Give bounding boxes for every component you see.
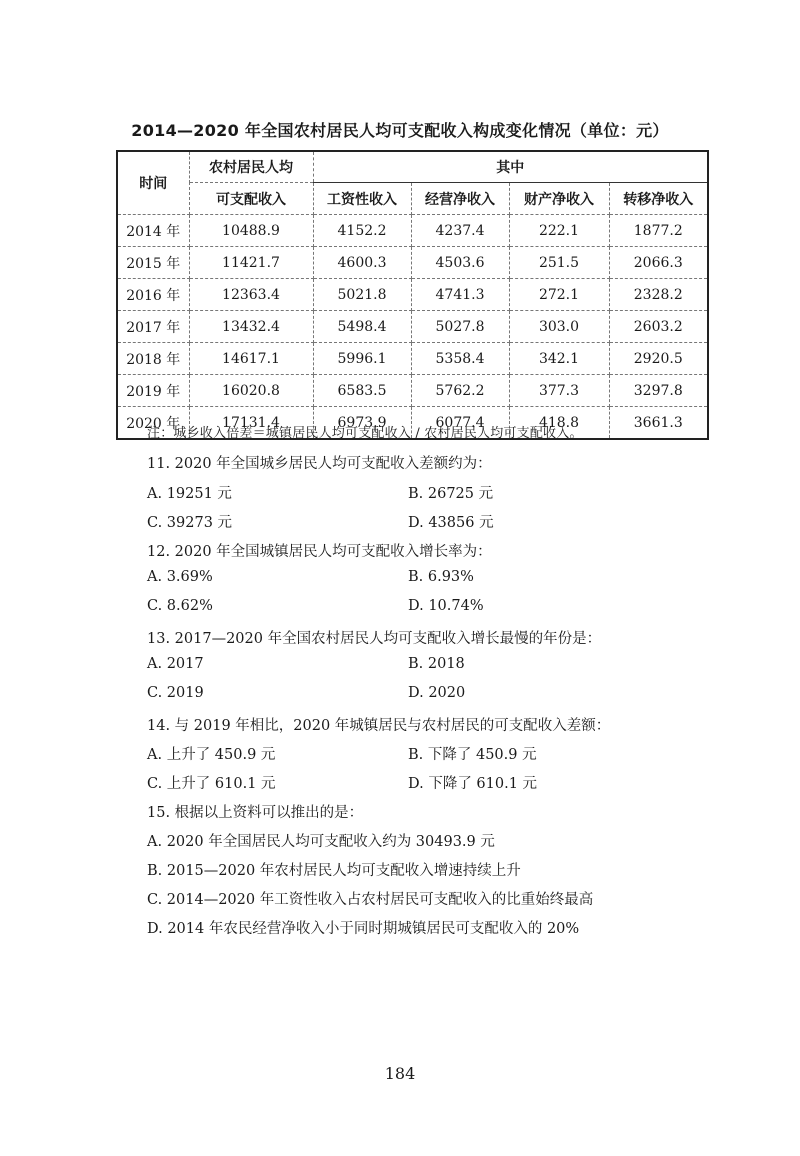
- cell-transfer: 2920.5: [609, 343, 708, 375]
- header-group: 其中: [313, 151, 708, 183]
- cell-year: 2016 年: [117, 279, 189, 311]
- cell-wage: 4600.3: [313, 247, 411, 279]
- cell-property: 303.0: [509, 311, 609, 343]
- cell-business: 4237.4: [411, 215, 509, 247]
- table-row: [117, 343, 708, 375]
- cell-wage: 5021.8: [313, 279, 411, 311]
- question-11-option-a: A. 19251 元: [147, 486, 232, 502]
- cell-business: 5358.4: [411, 343, 509, 375]
- question-14-option-d: D. 下降了 610.1 元: [408, 776, 538, 792]
- cell-year: 2015 年: [117, 247, 189, 279]
- cell-transfer: 2603.2: [609, 311, 708, 343]
- cell-transfer: 2066.3: [609, 247, 708, 279]
- cell-total: 12363.4: [189, 279, 313, 311]
- question-13-option-c: C. 2019: [147, 685, 204, 701]
- header-time: 时间: [117, 151, 189, 215]
- cell-property: 222.1: [509, 215, 609, 247]
- question-15-option-c: C. 2014—2020 年工资性收入占农村居民可支配收入的比重始终最高: [147, 892, 594, 908]
- cell-transfer: 2328.2: [609, 279, 708, 311]
- cell-year: 2019 年: [117, 375, 189, 407]
- cell-total: 11421.7: [189, 247, 313, 279]
- question-13-stem: 13. 2017—2020 年全国农村居民人均可支配收入增长最慢的年份是：: [147, 631, 602, 647]
- income-table: [116, 150, 709, 440]
- table-note: 注：城乡收入倍差＝城镇居民人均可支配收入 / 农村居民人均可支配收入。: [147, 426, 583, 441]
- question-11-option-d: D. 43856 元: [408, 515, 494, 531]
- cell-business: 5027.8: [411, 311, 509, 343]
- question-15-stem: 15. 根据以上资料可以推出的是：: [147, 805, 364, 821]
- table-row: [117, 247, 708, 279]
- cell-business: 5762.2: [411, 375, 509, 407]
- header-wage: 工资性收入: [313, 183, 411, 215]
- question-12-stem: 12. 2020 年全国城镇居民人均可支配收入增长率为：: [147, 544, 492, 560]
- header-total-line2: 可支配收入: [189, 183, 313, 215]
- question-15-option-d: D. 2014 年农民经营净收入小于同时期城镇居民可支配收入的 20%: [147, 921, 580, 937]
- header-property: 财产净收入: [509, 183, 609, 215]
- question-15-option-b: B. 2015—2020 年农村居民人均可支配收入增速持续上升: [147, 863, 521, 879]
- cell-year: 2014 年: [117, 215, 189, 247]
- question-13-option-a: A. 2017: [147, 656, 204, 672]
- cell-business: 4741.3: [411, 279, 509, 311]
- question-14-stem: 14. 与 2019 年相比，2020 年城镇居民与农村居民的可支配收入差额：: [147, 718, 611, 734]
- cell-transfer: 3297.8: [609, 375, 708, 407]
- table-row: [117, 279, 708, 311]
- cell-wage: 5996.1: [313, 343, 411, 375]
- question-14-option-b: B. 下降了 450.9 元: [408, 747, 537, 763]
- cell-property: 377.3: [509, 375, 609, 407]
- table-title: 2014—2020 年全国农村居民人均可支配收入构成变化情况（单位：元）: [131, 121, 669, 140]
- page-number: 184: [384, 1064, 416, 1083]
- question-11-option-b: B. 26725 元: [408, 486, 494, 502]
- question-13-option-b: B. 2018: [408, 656, 465, 672]
- cell-property: 342.1: [509, 343, 609, 375]
- cell-property: 251.5: [509, 247, 609, 279]
- cell-total: 16020.8: [189, 375, 313, 407]
- cell-year: 2020 年: [117, 407, 189, 440]
- question-11-stem: 11. 2020 年全国城乡居民人均可支配收入差额约为：: [147, 456, 492, 472]
- cell-wage: 4152.2: [313, 215, 411, 247]
- cell-total: 14617.1: [189, 343, 313, 375]
- table-row: [117, 311, 708, 343]
- header-business: 经营净收入: [411, 183, 509, 215]
- question-14-option-a: A. 上升了 450.9 元: [147, 747, 276, 763]
- cell-total: 10488.9: [189, 215, 313, 247]
- question-12-option-b: B. 6.93%: [408, 569, 474, 585]
- table-row: [117, 375, 708, 407]
- cell-property: 272.1: [509, 279, 609, 311]
- cell-total: 17131.4: [189, 407, 313, 440]
- cell-wage: 6583.5: [313, 375, 411, 407]
- question-13-option-d: D. 2020: [408, 685, 466, 701]
- table-row: [117, 215, 708, 247]
- cell-year: 2017 年: [117, 311, 189, 343]
- question-11-option-c: C. 39273 元: [147, 515, 233, 531]
- question-15-option-a: A. 2020 年全国居民人均可支配收入约为 30493.9 元: [147, 834, 495, 850]
- cell-business: 4503.6: [411, 247, 509, 279]
- question-14-option-c: C. 上升了 610.1 元: [147, 776, 276, 792]
- cell-year: 2018 年: [117, 343, 189, 375]
- cell-total: 13432.4: [189, 311, 313, 343]
- cell-business: 6077.4: [411, 407, 509, 440]
- question-12-option-a: A. 3.69%: [147, 569, 213, 585]
- cell-transfer: 3661.3: [609, 407, 708, 440]
- header-transfer: 转移净收入: [609, 183, 708, 215]
- question-12-option-d: D. 10.74%: [408, 598, 484, 614]
- question-12-option-c: C. 8.62%: [147, 598, 213, 614]
- cell-property: 418.8: [509, 407, 609, 440]
- cell-wage: 6973.9: [313, 407, 411, 440]
- cell-transfer: 1877.2: [609, 215, 708, 247]
- cell-wage: 5498.4: [313, 311, 411, 343]
- header-total-line1: 农村居民人均: [189, 151, 313, 183]
